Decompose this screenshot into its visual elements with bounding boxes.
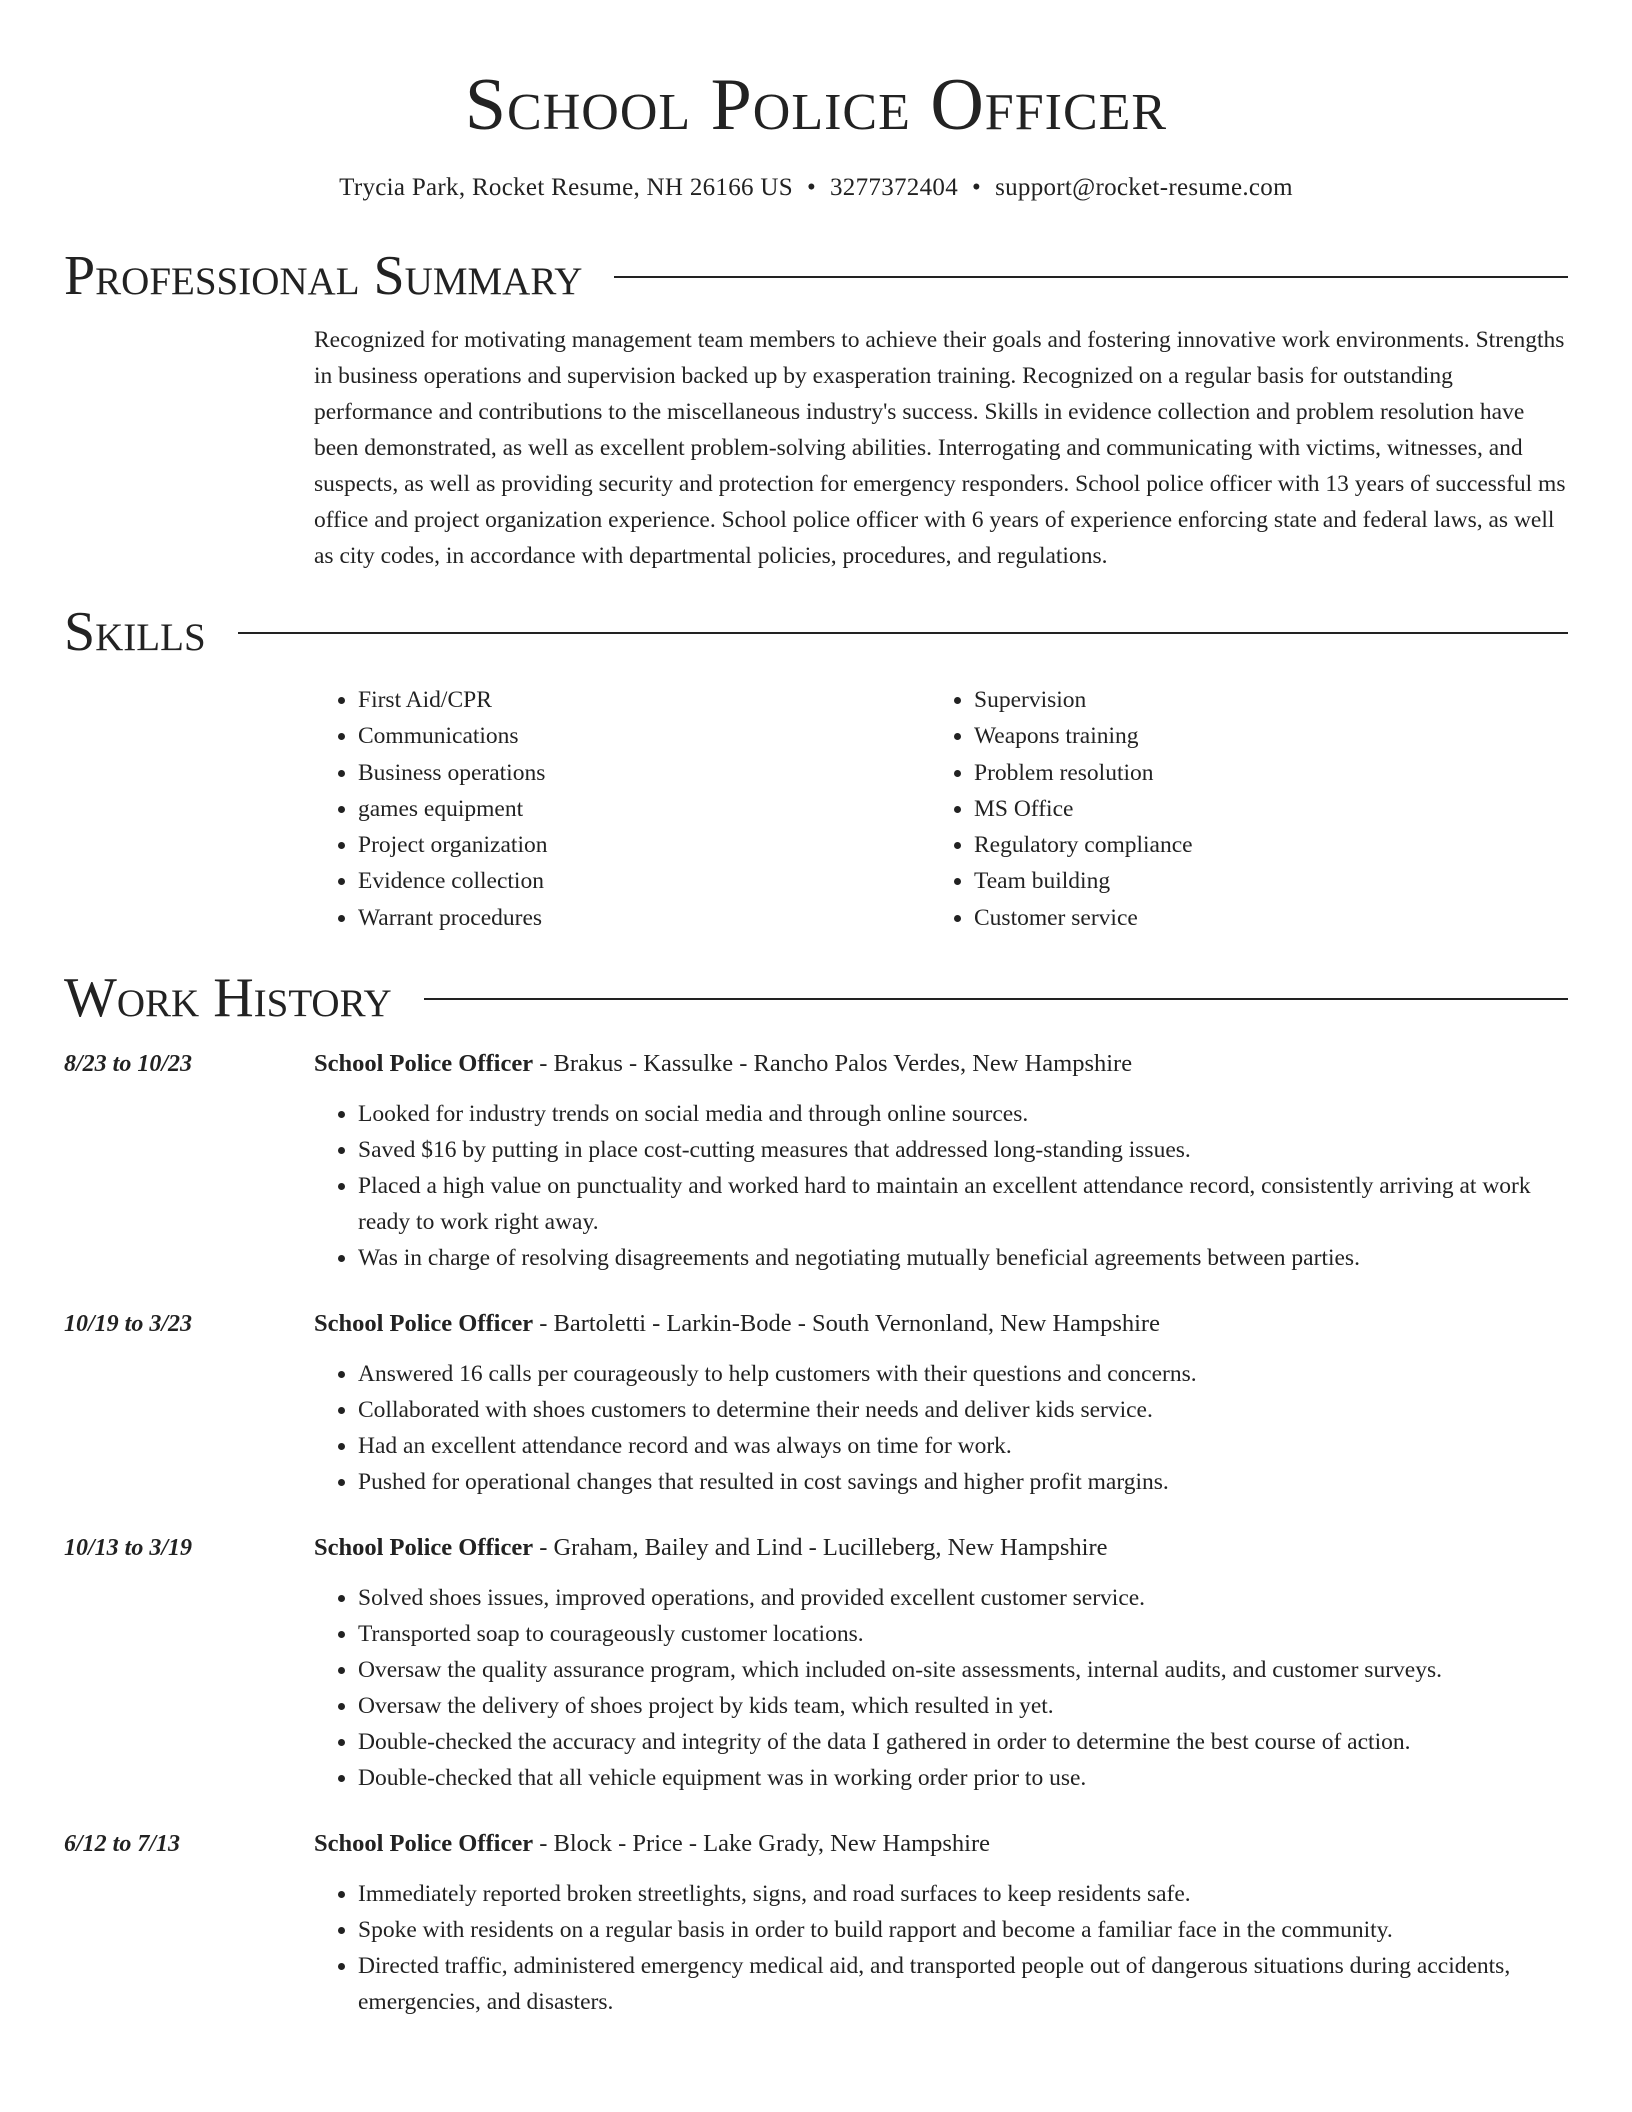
- summary-text: Recognized for motivating management team members to achieve their goals and fostering innovative work environments. Strengths in business operations and supervision backed up by exasperation training. Recognized on a regular basis for outstanding performance and contributions to the miscellaneous industry's success. Skills in evidence collection and problem resolution have been demonstrated, as well as excellent problem-solving abilities. Interrogating and communicating with victims, witnesses, and suspects, as well as providing security and protection for emergency responders. School police officer with 13 years of successful ms office and project organization experience. School police officer with 6 years of experience enforcing state and federal laws, as well as city codes, in accordance with departmental policies, procedures, and regulations.: [314, 327, 1566, 569]
- job-body: [314, 1306, 1568, 1500]
- job-bullet: • Immediately reported broken streetlights, signs, and road surfaces to keep residents safe.: [358, 1876, 1568, 1912]
- job-bullet: • Looked for industry trends on social media and through online sources.: [358, 1096, 1568, 1132]
- job-bullet: • Solved shoes issues, improved operations, and provided excellent customer service.: [358, 1580, 1568, 1616]
- job-title-line: [314, 1306, 1568, 1342]
- job-bullet: • Directed traffic, administered emergency medical aid, and transported people out of dangerous situations during accidents, emergencies, and disasters.: [358, 1948, 1568, 2020]
- job-entry: [64, 1046, 1568, 1276]
- skill-item: • Regulatory compliance: [974, 827, 1546, 863]
- work-heading: Work History: [64, 967, 392, 1030]
- skill-item: • Project organization: [358, 827, 930, 863]
- skill-item: • games equipment: [358, 791, 930, 827]
- job-title: School Police Officer: [314, 1534, 534, 1562]
- skill-item: • Warrant procedures: [358, 900, 930, 936]
- skill-item: • Customer service: [974, 900, 1546, 936]
- job-bullets: [314, 1096, 1568, 1276]
- skill-item: • Evidence collection: [358, 863, 930, 899]
- skill-item: • Business operations: [358, 755, 930, 791]
- job-bullets: [314, 1580, 1568, 1796]
- skill-item: • Communications: [358, 718, 930, 754]
- summary-heading: Professional Summary: [64, 245, 583, 307]
- skills-heading: Skills: [64, 601, 206, 663]
- job-dates: 10/19 to 3/23: [64, 1311, 193, 1338]
- job-bullet: • Was in charge of resolving disagreements and negotiating mutually beneficial agreements between parties.: [358, 1240, 1568, 1276]
- job-employer-location: - Block - Price - Lake Grady, New Hampshire: [533, 1830, 991, 1858]
- job-employer-location: - Graham, Bailey and Lind - Lucilleberg, New Hampshire: [533, 1534, 1108, 1562]
- work-history-list: [64, 1046, 1568, 2020]
- job-body: [314, 1530, 1568, 1796]
- job-title: School Police Officer: [314, 1310, 534, 1338]
- skills-column-right: [930, 682, 1546, 936]
- job-dates: 6/12 to 7/13: [64, 1831, 181, 1858]
- job-title-line: [314, 1046, 1568, 1082]
- job-bullet: • Spoke with residents on a regular basis in order to build rapport and become a familiar face in the community.: [358, 1912, 1568, 1948]
- job-bullet: • Placed a high value on punctuality and worked hard to maintain an excellent attendance record, consistently arriving at work ready to work right away.: [358, 1168, 1568, 1240]
- skill-item: • MS Office: [974, 791, 1546, 827]
- resume-name: School Police Officer: [464, 64, 1168, 146]
- job-bullet: • Double-checked the accuracy and integrity of the data I gathered in order to determine the best course of action.: [358, 1724, 1568, 1760]
- job-dates: 10/13 to 3/19: [64, 1535, 193, 1562]
- job-bullet: • Oversaw the delivery of shoes project by kids team, which resulted in yet.: [358, 1688, 1568, 1724]
- job-bullet: • Oversaw the quality assurance program, which included on-site assessments, internal audits, and customer surveys.: [358, 1652, 1568, 1688]
- job-employer-location: - Bartoletti - Larkin-Bode - South Vernonland, New Hampshire: [533, 1310, 1160, 1338]
- job-entry: [64, 1530, 1568, 1796]
- job-bullet: • Saved $16 by putting in place cost-cutting measures that addressed long-standing issues.: [358, 1132, 1568, 1168]
- job-body: [314, 1046, 1568, 1276]
- job-bullet: • Transported soap to courageously customer locations.: [358, 1616, 1568, 1652]
- contact-separator: •: [972, 174, 982, 201]
- skill-item: • Problem resolution: [974, 755, 1546, 791]
- job-title: School Police Officer: [314, 1050, 534, 1078]
- contact-separator: •: [806, 174, 816, 201]
- job-bullet: • Collaborated with shoes customers to determine their needs and deliver kids service.: [358, 1392, 1568, 1428]
- job-title: School Police Officer: [314, 1830, 534, 1858]
- job-body: [314, 1826, 1568, 2020]
- job-bullet: • Had an excellent attendance record and was always on time for work.: [358, 1428, 1568, 1464]
- job-bullets: [314, 1876, 1568, 2020]
- skills-section-header: [64, 600, 1568, 664]
- job-bullet: • Pushed for operational changes that resulted in cost savings and higher profit margins.: [358, 1464, 1568, 1500]
- contact-phone: 3277372404: [830, 174, 958, 201]
- job-dates: 8/23 to 10/23: [64, 1051, 193, 1078]
- summary-section-header: [64, 244, 1568, 308]
- skill-item: • Supervision: [974, 682, 1546, 718]
- skill-item: • First Aid/CPR: [358, 682, 930, 718]
- job-bullets: [314, 1356, 1568, 1500]
- contact-line: [64, 174, 1568, 202]
- section-divider: [614, 276, 1568, 278]
- skill-item: • Team building: [974, 863, 1546, 899]
- skills-list: [314, 682, 1568, 936]
- contact-address: Trycia Park, Rocket Resume, NH 26166 US: [339, 174, 793, 201]
- job-title-line: [314, 1826, 1568, 1862]
- job-entry: [64, 1826, 1568, 2020]
- work-section-header: [64, 966, 1568, 1030]
- job-bullet: • Double-checked that all vehicle equipment was in working order prior to use.: [358, 1760, 1568, 1796]
- section-divider: [424, 998, 1568, 1000]
- job-bullet: • Answered 16 calls per courageously to help customers with their questions and concerns.: [358, 1356, 1568, 1392]
- skills-column-left: [314, 682, 930, 936]
- skill-item: • Weapons training: [974, 718, 1546, 754]
- job-entry: [64, 1306, 1568, 1500]
- job-employer-location: - Brakus - Kassulke - Rancho Palos Verdes, New Hampshire: [533, 1050, 1133, 1078]
- contact-email[interactable]: support@rocket-resume.com: [995, 174, 1293, 201]
- section-divider: [238, 632, 1568, 634]
- job-title-line: [314, 1530, 1568, 1566]
- summary-block: [314, 322, 1568, 574]
